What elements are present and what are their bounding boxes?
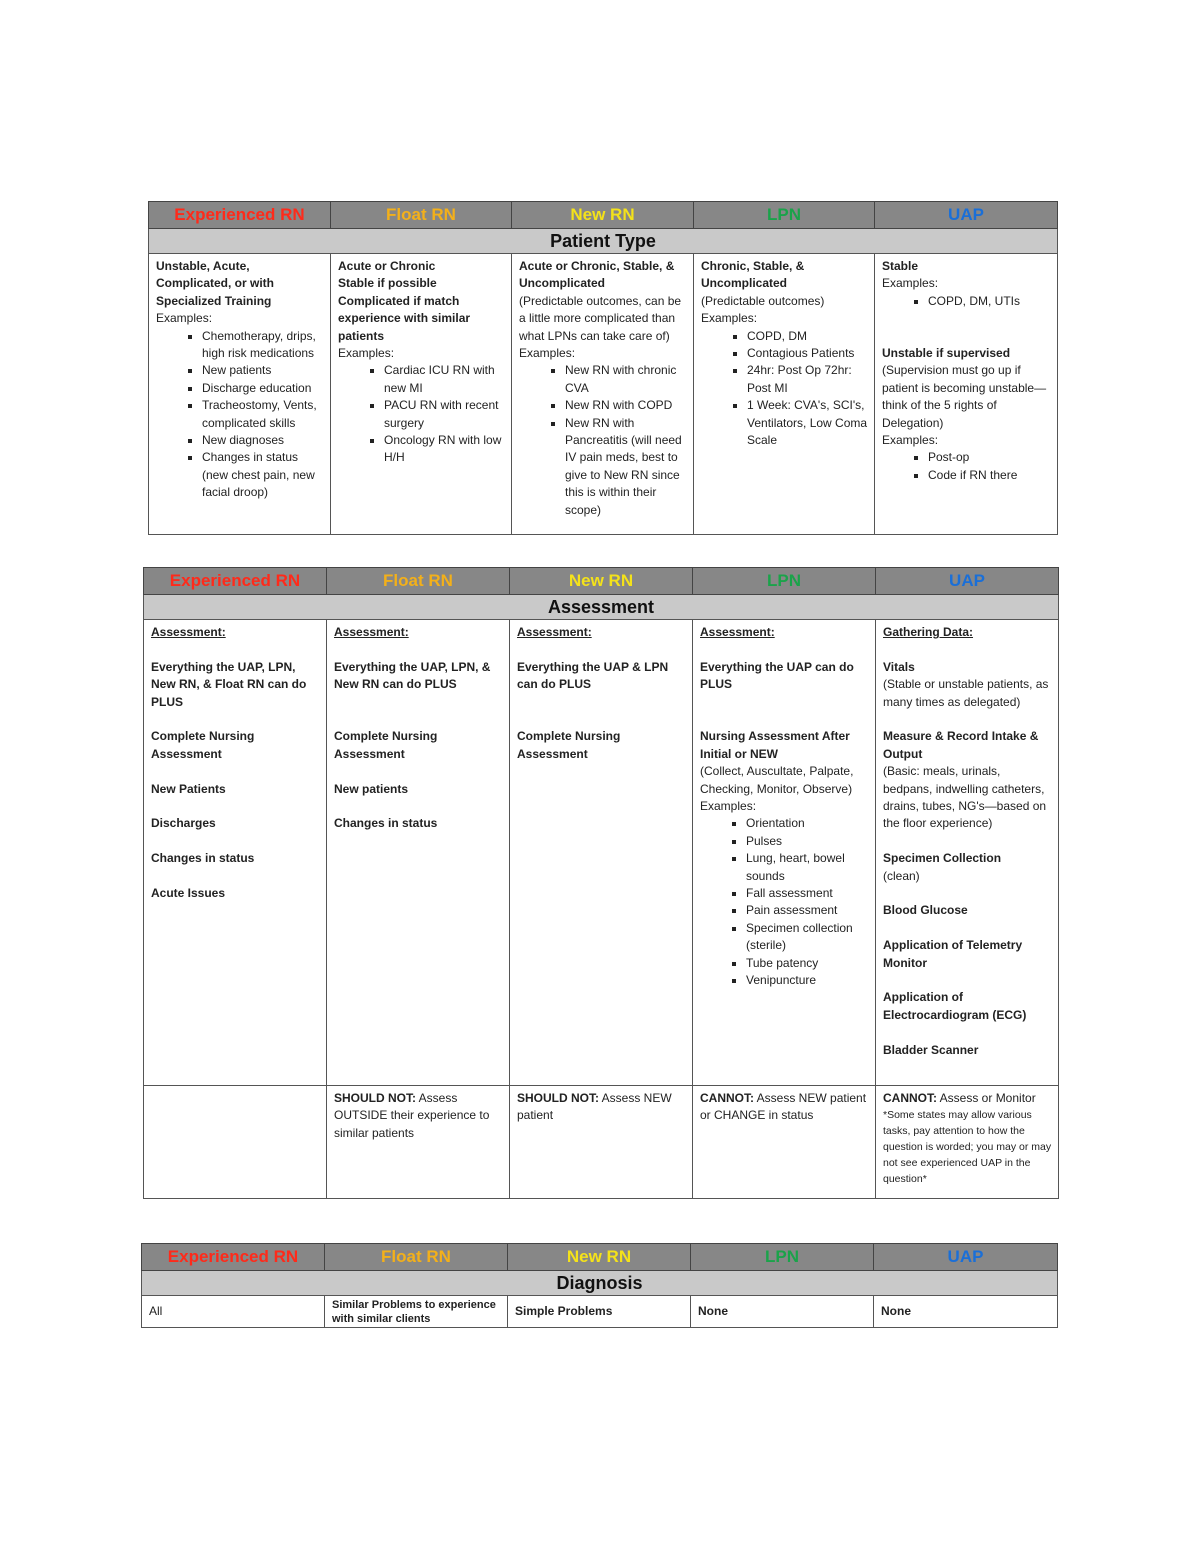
cell-heading: Vitals [883,659,915,674]
cell-heading: Application of Electrocardiogram (ECG) [883,990,1027,1022]
cell-heading: Bladder Scanner [883,1042,979,1057]
list-item: ▪ Code if RN there [928,467,1051,484]
role-header-new-rn: New RN [508,1244,691,1271]
role-header-experienced-rn: Experienced RN [142,1244,325,1271]
list-item: ▪ Venipuncture [746,972,869,989]
diagnosis-table [141,1243,1058,1328]
examples-label: Examples: [882,433,939,448]
cell-text: Changes in status [334,816,438,831]
cell-heading: Blood Glucose [883,903,968,918]
assessment-limit-uap [876,1086,1059,1199]
assessment-uap [876,620,1059,1086]
cannot-text: Assess NEW patient or CHANGE in status [700,1091,867,1123]
cell-note: (Stable or unstable patients, as many times as delegated) [883,677,1049,709]
cell-heading: Unstable, Acute, Complicated, or with Specialized Training [156,259,275,308]
diagnosis-float-rn [325,1296,508,1328]
cell-text: Similar Problems to experience with similar clients [332,1298,496,1325]
list-item: ▪ New RN with chronic CVA [565,362,687,397]
cell-text: Everything the UAP can do PLUS [700,659,854,692]
cell-heading: Stable if possible [338,276,437,291]
list-item: ▪ Post-op [928,449,1051,466]
cell-label: Assessment: [151,625,226,639]
diagnosis-uap [874,1296,1058,1328]
role-header-lpn: LPN [693,568,876,595]
list-item: ▪ Fall assessment [746,885,869,902]
cell-heading: Measure & Record Intake & Output [883,729,1039,761]
cell-text: Simple Problems [515,1303,613,1318]
role-header-experienced-rn: Experienced RN [144,568,327,595]
list-item: ▪ New RN with Pancreatitis (will need IV pain meds, best to give to New RN since this is within their scope) [565,415,687,519]
examples-label: Examples: [701,311,758,326]
list-item: ▪ PACU RN with recent surgery [384,397,505,432]
diagnosis-experienced-rn [142,1296,325,1328]
list-item: ▪ Discharge education [202,380,324,397]
should-not-text: Assess NEW patient [517,1091,672,1123]
patient-type-lpn [694,254,875,535]
list-item: ▪ COPD, DM [747,328,868,345]
list-item: ▪ Chemotherapy, drips, high risk medications [202,328,324,363]
cell-heading: Application of Telemetry Monitor [883,938,1023,970]
cell-text: None [881,1303,911,1318]
list-item: ▪ COPD, DM, UTIs [928,293,1051,310]
cell-note: (Supervision must go up if patient is becoming unstable—think of the 5 rights of Delegation) [882,363,1047,430]
list-item: ▪ Tube patency [746,955,869,972]
cell-heading: Chronic, Stable, & Uncomplicated [701,259,805,291]
cell-text: Complete Nursing Assessment [334,729,438,761]
cell-label: Gathering Data: [883,625,974,639]
role-header-new-rn: New RN [510,568,693,595]
examples-label: Examples: [338,346,395,361]
should-not-text: Assess OUTSIDE their experience to similar patients [334,1091,490,1140]
list-item: ▪ Orientation [746,815,869,832]
list-item: ▪ New diagnoses [202,432,324,449]
cell-label: Assessment: [700,625,775,639]
list-item: ▪ Pulses [746,833,869,850]
should-not-label: SHOULD NOT: [517,1091,599,1105]
assessment-limit-lpn [693,1086,876,1199]
cell-text: Everything the UAP & LPN can do PLUS [517,659,669,692]
section-title-assessment: Assessment [144,595,1059,620]
examples-label: Examples: [882,276,939,291]
assessment-lpn [693,620,876,1086]
list-item: ▪ Lung, heart, bowel sounds [746,850,869,885]
cell-text: Discharges [151,816,216,831]
cell-text: Everything the UAP, LPN, & New RN can do PLUS [334,659,491,692]
list-item: ▪ 24hr: Post Op 72hr: Post MI [747,362,868,397]
patient-type-float-rn [331,254,512,535]
cell-text: Complete Nursing Assessment [151,729,255,761]
assessment-limit-experienced-rn [144,1086,327,1199]
cannot-label: CANNOT: [883,1091,937,1105]
list-item: ▪ Specimen collection (sterile) [746,920,869,955]
cell-note: (Basic: meals, urinals, bedpans, indwelling catheters, drains, tubes, NG's—based on the floor experience) [883,764,1047,831]
diagnosis-lpn [691,1296,874,1328]
section-title-patient-type: Patient Type [149,229,1058,254]
list-item: ▪ Contagious Patients [747,345,868,362]
list-item: ▪ Changes in status (new chest pain, new facial droop) [202,449,324,501]
list-item: ▪ Oncology RN with low H/H [384,432,505,467]
cell-heading: Acute or Chronic, Stable, & Uncomplicated [519,259,675,291]
patient-type-table [148,201,1058,535]
cell-heading: Nursing Assessment After Initial or NEW [700,729,850,761]
role-header-experienced-rn: Experienced RN [149,202,331,229]
cell-text: New patients [334,781,409,796]
role-header-lpn: LPN [691,1244,874,1271]
list-item: ▪ Pain assessment [746,902,869,919]
section-title-diagnosis: Diagnosis [142,1271,1058,1296]
assessment-limit-float-rn [327,1086,510,1199]
cell-heading: Specimen Collection [883,851,1002,866]
cell-heading: Acute or Chronic [338,259,436,273]
cell-heading: Stable [882,259,919,273]
assessment-float-rn [327,620,510,1086]
cannot-note: *Some states may allow various tasks, pay attention to how the question is worded; you may or may not see experienced UAP in the question* [883,1109,1052,1186]
cell-text: Acute Issues [151,886,226,900]
role-header-float-rn: Float RN [325,1244,508,1271]
role-header-float-rn: Float RN [331,202,512,229]
cell-note: (Predictable outcomes, can be a little more complicated than what LPNs can take care of) [519,293,682,343]
cannot-text: Assess or Monitor [939,1091,1036,1105]
cell-text: Changes in status [151,851,255,866]
list-item: ▪ Cardiac ICU RN with new MI [384,362,505,397]
cell-note: (Predictable outcomes) [701,293,825,308]
role-header-new-rn: New RN [512,202,694,229]
examples-label: Examples: [519,346,576,361]
diagnosis-new-rn [508,1296,691,1328]
cell-text: New Patients [151,781,226,796]
assessment-limit-new-rn [510,1086,693,1199]
role-header-lpn: LPN [694,202,875,229]
examples-label: Examples: [700,799,757,814]
list-item: ▪ New RN with COPD [565,397,687,414]
patient-type-uap [875,254,1058,535]
list-item: ▪ New patients [202,362,324,379]
patient-type-experienced-rn [149,254,331,535]
role-header-uap: UAP [874,1244,1058,1271]
role-header-uap: UAP [876,568,1059,595]
role-header-uap: UAP [875,202,1058,229]
cell-text: All [149,1303,163,1318]
list-item: ▪ Tracheostomy, Vents, complicated skills [202,397,324,432]
examples-label: Examples: [156,311,213,326]
patient-type-new-rn [512,254,694,535]
assessment-new-rn [510,620,693,1086]
cell-heading: Complicated if match experience with similar patients [338,293,471,343]
cell-text: Everything the UAP, LPN, New RN, & Float RN can do PLUS [151,659,307,709]
cannot-label: CANNOT: [700,1091,754,1105]
role-header-float-rn: Float RN [327,568,510,595]
cell-label: Assessment: [334,625,409,639]
list-item: ▪ 1 Week: CVA's, SCI's, Ventilators, Low Coma Scale [747,397,868,449]
cell-heading: Unstable if supervised [882,346,1011,360]
should-not-label: SHOULD NOT: [334,1091,416,1105]
assessment-table [143,567,1059,1199]
cell-label: Assessment: [517,625,592,639]
cell-text: Complete Nursing Assessment [517,729,621,761]
cell-text: None [698,1303,728,1318]
cell-note: (Collect, Auscultate, Palpate, Checking, Monitor, Observe) [700,764,854,796]
cell-note: (clean) [883,868,920,883]
assessment-experienced-rn [144,620,327,1086]
